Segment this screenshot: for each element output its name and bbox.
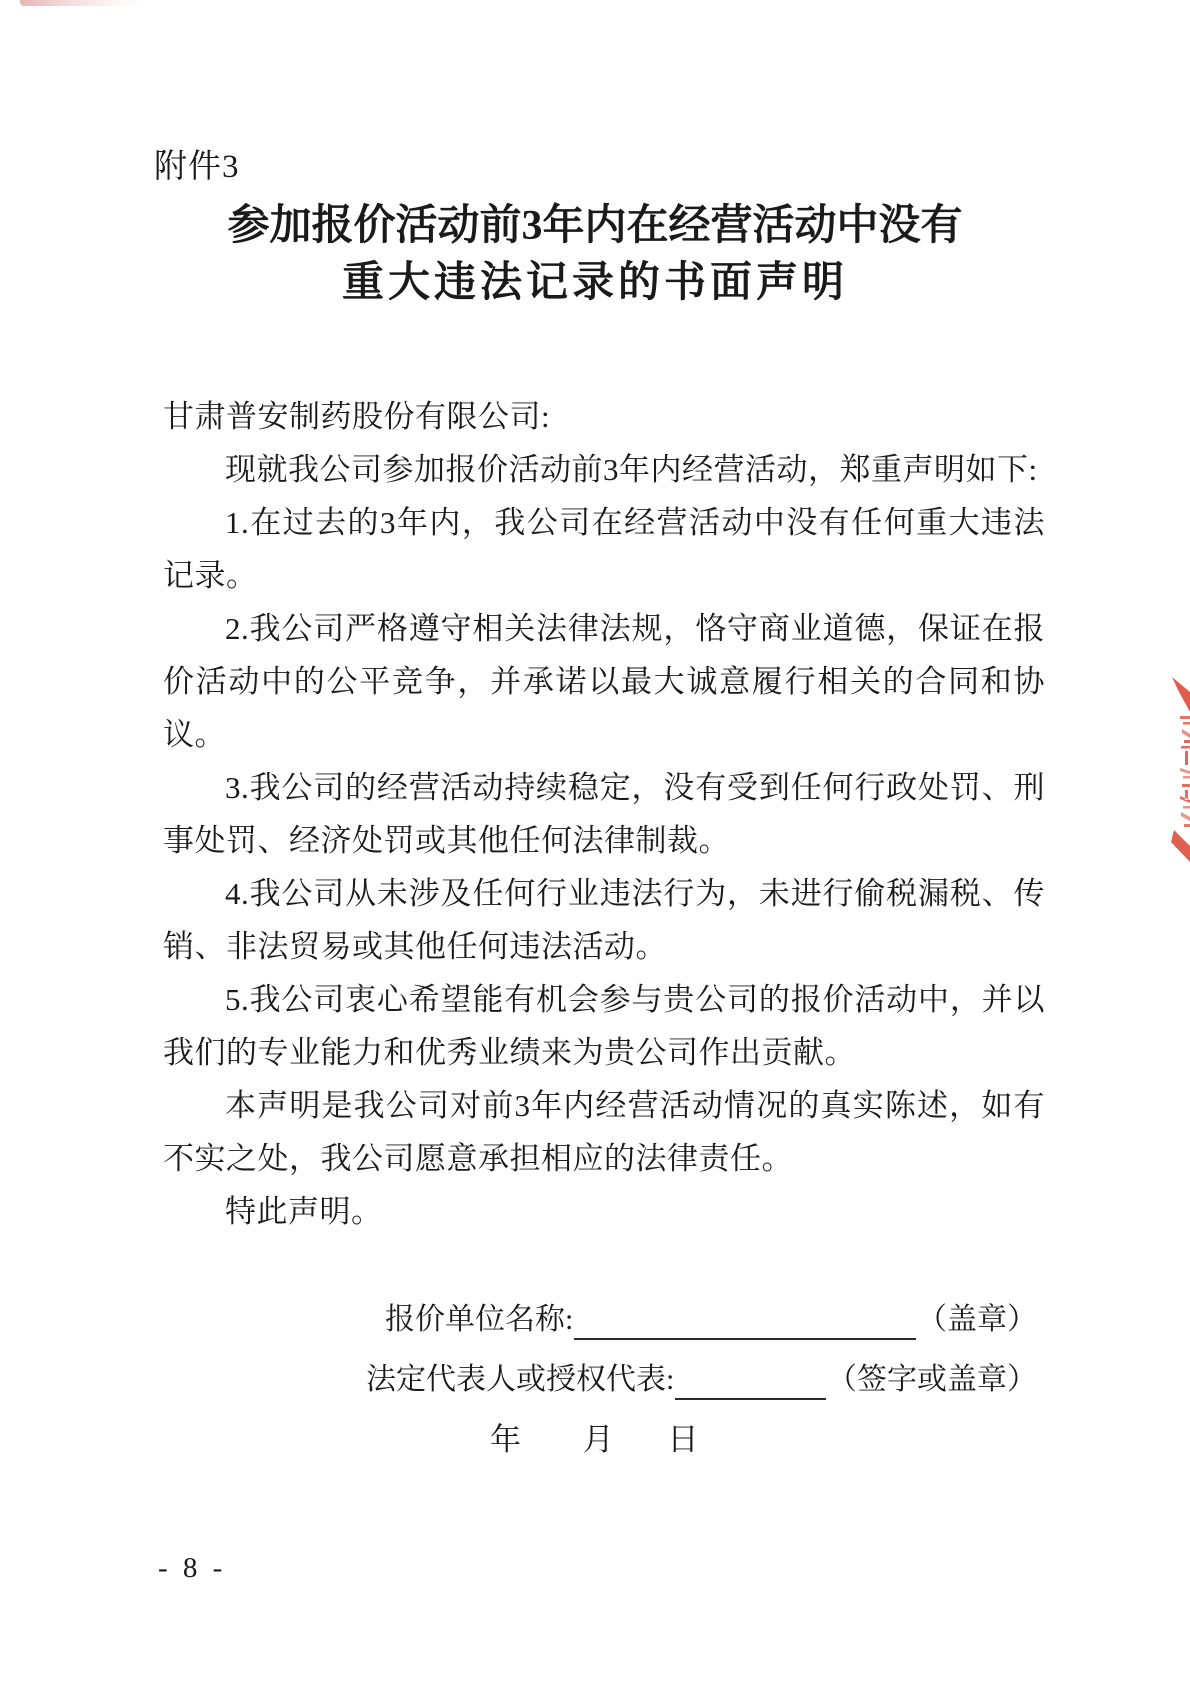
paragraph-2: 2.我公司严格遵守相关法律法规，恪守商业道德，保证在报价活动中的公平竞争，并承诺以最大诚意履行相关的合同和协议。: [163, 611, 1045, 752]
salutation-line: 甘肃普安制药股份有限公司:: [163, 399, 551, 434]
signature-unit-row: [385, 1300, 1037, 1340]
paragraph-intro: 现就我公司参加报价活动前3年内经营活动，郑重声明如下:: [225, 452, 1038, 487]
attachment-label: 附件3: [154, 149, 240, 185]
red-ink-smudge-artifact: [20, 0, 145, 6]
date-line: [490, 1420, 699, 1460]
paragraph-closing: 特此声明。: [225, 1194, 383, 1229]
paragraph-3: 3.我公司的经营活动持续稳定，没有受到任何行政处罚、刑事处罚、经济处罚或其他任何法律制裁。: [163, 770, 1045, 858]
unit-stamp-note: （盖章）: [917, 1303, 1037, 1336]
representative-label: 法定代表人或授权代表:: [366, 1363, 675, 1396]
page-number: - 8 -: [158, 1552, 227, 1584]
red-seal-fragment-icon: [1171, 676, 1190, 862]
representative-stamp-note: （签字或盖章）: [827, 1363, 1037, 1396]
title-line-1: 参加报价活动前3年内在经营活动中没有: [227, 203, 963, 249]
date-month-label: 月: [582, 1422, 614, 1457]
date-year-label: 年: [490, 1422, 521, 1457]
date-day-label: 日: [667, 1422, 699, 1457]
signature-representative-row: [366, 1360, 1037, 1400]
unit-name-blank-line: [574, 1304, 916, 1340]
paragraph-1: 1.在过去的3年内，我公司在经营活动中没有任何重大违法记录。: [163, 505, 1045, 593]
document-title: [0, 198, 1190, 312]
paragraph-5: 5.我公司衷心希望能有机会参与贵公司的报价活动中，并以我们的专业能力和优秀业绩来为贵公司作出贡献。: [163, 982, 1045, 1070]
representative-blank-line: [675, 1364, 826, 1400]
unit-name-label: 报价单位名称:: [385, 1303, 574, 1336]
title-line-2: 重大违法记录的书面声明: [341, 260, 848, 306]
paragraph-4: 4.我公司从未涉及任何行业违法行为，未进行偷税漏税、传销、非法贸易或其他任何违法活动。: [163, 876, 1045, 964]
paragraph-truth-statement: 本声明是我公司对前3年内经营活动情况的真实陈述，如有不实之处，我公司愿意承担相应的法律责任。: [163, 1088, 1045, 1176]
declaration-body: [163, 390, 1045, 1238]
